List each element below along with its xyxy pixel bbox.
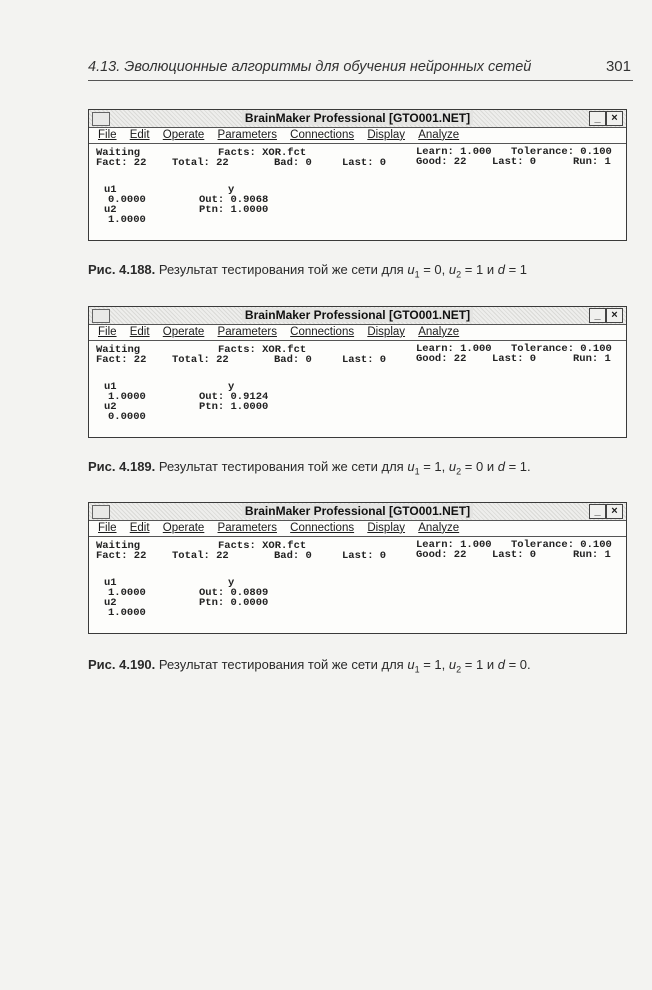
input-u1-label: u1 <box>104 184 117 196</box>
menu-file[interactable]: File <box>98 129 117 141</box>
run-counter: Run: 1 <box>573 353 611 365</box>
input-u1-label: u1 <box>104 577 117 589</box>
menu-analyze[interactable]: Analyze <box>418 129 460 141</box>
input-u1-label: u1 <box>104 381 117 393</box>
fact-counter: Fact: 22 <box>96 157 147 169</box>
menu-parameters[interactable]: Parameters <box>217 129 277 141</box>
menu-parameters[interactable]: Parameters <box>217 326 277 338</box>
running-header-title: 4.13. Эволюционные алгоритмы для обучения нейронных сетей <box>88 59 532 75</box>
minimize-button[interactable]: _ <box>589 308 606 323</box>
output-y-label: y <box>228 184 235 196</box>
menu-connections[interactable]: Connections <box>290 522 355 534</box>
header-rule <box>88 80 633 81</box>
output-y-label: y <box>228 577 235 589</box>
last-counter: Last: 0 <box>342 157 387 169</box>
good-counter: Good: 22 <box>416 549 467 561</box>
caption-label: Рис. 4.189. <box>88 459 156 474</box>
facts-file: Facts: XOR.fct <box>218 540 307 552</box>
menu-connections[interactable]: Connections <box>290 129 355 141</box>
tolerance: Tolerance: 0.100 <box>511 539 612 551</box>
menu-operate[interactable]: Operate <box>162 522 205 534</box>
minimize-button[interactable]: _ <box>589 111 606 126</box>
run-counter: Run: 1 <box>573 156 611 168</box>
window-body <box>89 537 626 633</box>
window-titlebar[interactable] <box>89 307 626 325</box>
output-y-label: y <box>228 381 235 393</box>
pattern-value: Ptn: 1.0000 <box>199 204 269 216</box>
learn-rate: Learn: 1.000 <box>416 539 492 551</box>
fact-counter: Fact: 22 <box>96 550 147 562</box>
good-counter: Good: 22 <box>416 156 467 168</box>
last-counter: Last: 0 <box>342 354 387 366</box>
output-value: Out: 0.0809 <box>199 587 269 599</box>
window-body <box>89 341 626 437</box>
last-counter-2: Last: 0 <box>492 549 537 561</box>
menu-display[interactable]: Display <box>367 326 406 338</box>
status-text: Waiting <box>96 344 141 356</box>
caption-label: Рис. 4.188. <box>88 262 156 277</box>
menu-parameters[interactable]: Parameters <box>217 522 277 534</box>
menu-operate[interactable]: Operate <box>162 326 205 338</box>
facts-file: Facts: XOR.fct <box>218 344 307 356</box>
caption-text: Результат тестирования той же сети для <box>158 657 404 672</box>
bad-counter: Bad: 0 <box>274 354 312 366</box>
caption-d-value: 1 <box>519 262 528 277</box>
learn-rate: Learn: 1.000 <box>416 146 492 158</box>
close-button[interactable]: × <box>606 111 623 126</box>
figure-caption-4-189: Рис. 4.189. Результат тестирования той же сети для $u_1 = 1$, $u_2 = 0$ и d = 1. <box>88 459 531 477</box>
menu-edit[interactable]: Edit <box>129 522 150 534</box>
total-counter: Total: 22 <box>172 157 229 169</box>
last-counter-2: Last: 0 <box>492 353 537 365</box>
caption-u1-value: 1 <box>434 657 442 672</box>
caption-d-value: 0 <box>519 657 528 672</box>
caption-u2-value: 1 <box>475 657 484 672</box>
last-counter-2: Last: 0 <box>492 156 537 168</box>
tolerance: Tolerance: 0.100 <box>511 146 612 158</box>
bad-counter: Bad: 0 <box>274 157 312 169</box>
menu-analyze[interactable]: Analyze <box>418 522 460 534</box>
input-u1-value: 1.0000 <box>108 391 146 403</box>
caption-u2-value: 0 <box>475 459 484 474</box>
window-title: BrainMaker Professional [GTO001.NET] <box>242 111 473 125</box>
minimize-button[interactable]: _ <box>589 504 606 519</box>
window-title: BrainMaker Professional [GTO001.NET] <box>242 308 473 322</box>
total-counter: Total: 22 <box>172 550 229 562</box>
input-u2-label: u2 <box>104 597 117 609</box>
menu-bar <box>89 128 626 144</box>
facts-file: Facts: XOR.fct <box>218 147 307 159</box>
pattern-value: Ptn: 0.0000 <box>199 597 269 609</box>
menu-display[interactable]: Display <box>367 129 406 141</box>
menu-display[interactable]: Display <box>367 522 406 534</box>
input-u2-value: 0.0000 <box>108 411 146 423</box>
caption-u1-value: 0 <box>434 262 442 277</box>
page-header <box>88 56 631 80</box>
menu-edit[interactable]: Edit <box>129 129 150 141</box>
window-body <box>89 144 626 240</box>
run-counter: Run: 1 <box>573 549 611 561</box>
caption-d-value: 1 <box>519 459 528 474</box>
input-u2-label: u2 <box>104 204 117 216</box>
pattern-value: Ptn: 1.0000 <box>199 401 269 413</box>
figure-caption-4-188: Рис. 4.188. Результат тестирования той же сети для $u_1 = 0$, $u_2 = 1$ и d = 1 <box>88 262 528 280</box>
input-u1-value: 0.0000 <box>108 194 146 206</box>
page-number: 301 <box>605 58 631 75</box>
window-titlebar[interactable] <box>89 503 626 521</box>
output-value: Out: 0.9124 <box>199 391 269 403</box>
learn-rate: Learn: 1.000 <box>416 343 492 355</box>
window-titlebar[interactable] <box>89 110 626 128</box>
brainmaker-window-3 <box>88 502 627 634</box>
total-counter: Total: 22 <box>172 354 229 366</box>
menu-connections[interactable]: Connections <box>290 326 355 338</box>
menu-file[interactable]: File <box>98 326 117 338</box>
caption-text: Результат тестирования той же сети для <box>158 262 404 277</box>
output-value: Out: 0.9068 <box>199 194 269 206</box>
good-counter: Good: 22 <box>416 353 467 365</box>
close-button[interactable]: × <box>606 504 623 519</box>
caption-text: Результат тестирования той же сети для <box>158 459 404 474</box>
figure-caption-4-190: Рис. 4.190. Результат тестирования той же сети для $u_1 = 1$, $u_2 = 1$ и d = 0. <box>88 657 531 675</box>
input-u2-value: 1.0000 <box>108 214 146 226</box>
caption-u1-value: 1 <box>434 459 442 474</box>
menu-operate[interactable]: Operate <box>162 129 205 141</box>
window-title: BrainMaker Professional [GTO001.NET] <box>242 504 473 518</box>
menu-analyze[interactable]: Analyze <box>418 326 460 338</box>
close-button[interactable]: × <box>606 308 623 323</box>
tolerance: Tolerance: 0.100 <box>511 343 612 355</box>
menu-edit[interactable]: Edit <box>129 326 150 338</box>
last-counter: Last: 0 <box>342 550 387 562</box>
menu-file[interactable]: File <box>98 522 117 534</box>
caption-u2-value: 1 <box>475 262 484 277</box>
caption-label: Рис. 4.190. <box>88 657 156 672</box>
fact-counter: Fact: 22 <box>96 354 147 366</box>
status-text: Waiting <box>96 540 141 552</box>
input-u2-value: 1.0000 <box>108 607 146 619</box>
input-u1-value: 1.0000 <box>108 587 146 599</box>
bad-counter: Bad: 0 <box>274 550 312 562</box>
input-u2-label: u2 <box>104 401 117 413</box>
menu-bar <box>89 521 626 537</box>
menu-bar <box>89 325 626 341</box>
status-text: Waiting <box>96 147 141 159</box>
brainmaker-window-2 <box>88 306 627 438</box>
brainmaker-window-1 <box>88 109 627 241</box>
